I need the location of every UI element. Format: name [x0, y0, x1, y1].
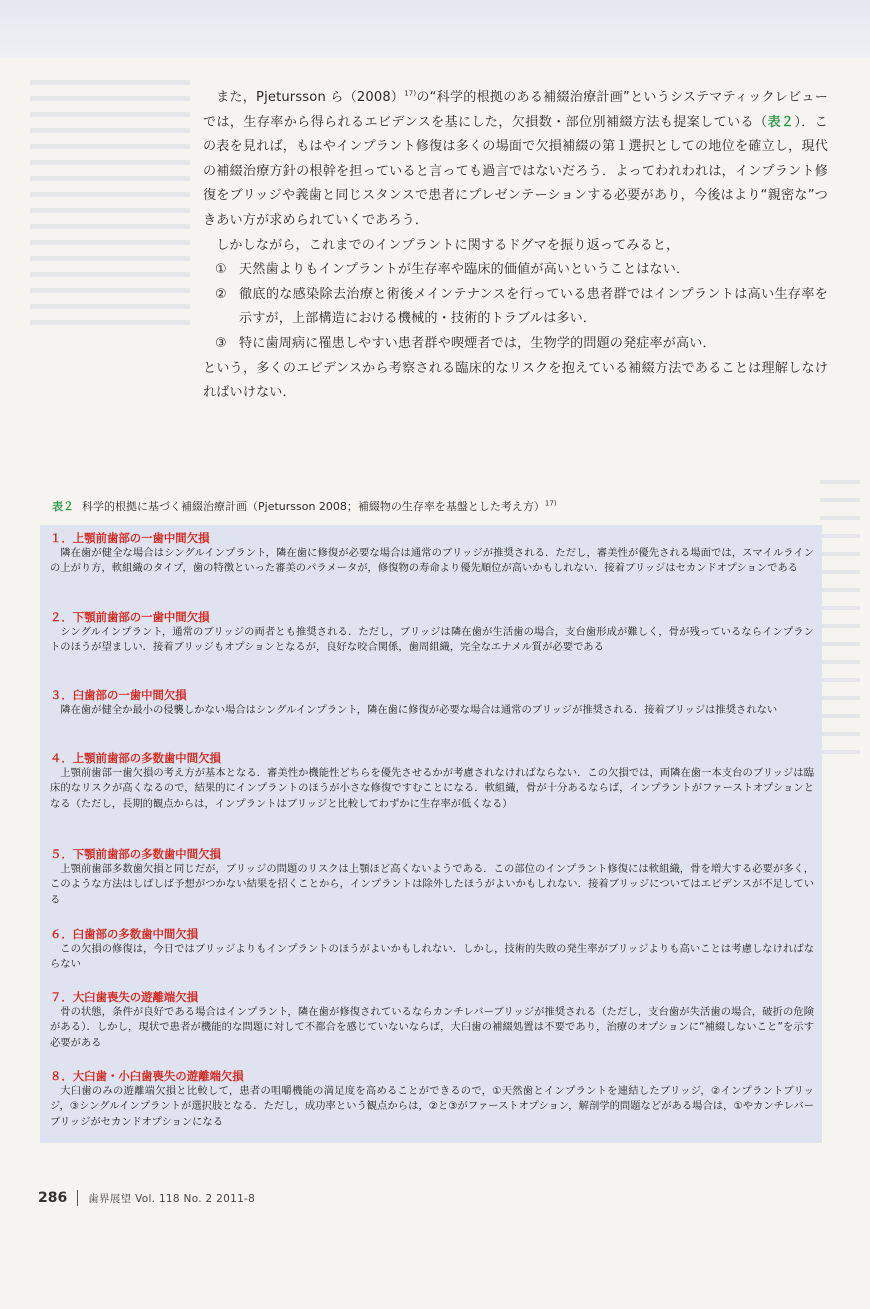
- table-section: [50, 847, 814, 908]
- table-section: [50, 610, 814, 656]
- list-item-text: 特に歯周病に罹患しやすい患者群や喫煙者では，生物学的問題の発症率が高い．: [239, 335, 716, 351]
- treatment-plan-table: [40, 525, 822, 1143]
- list-marker: ②: [215, 286, 227, 302]
- journal-citation: 歯界展望 Vol. 118 No. 2 2011-8: [88, 1192, 256, 1205]
- table-reference: 表２: [767, 114, 795, 130]
- paragraph-1-tail: ）．この表を見れば，もはやインプラント修復は多くの場面で欠損補綴の第１選択としての地位を確立し，現代の補綴治療方針の根幹を担っていると言っても過言ではないだろう．よってわれわれは，インプラント修復をブリッジや義歯と同じスタンスで患者にプレゼンテーションする必要があり，今後はより“親密な”つきあい方が求められていくであろう．: [203, 114, 828, 228]
- section-body: この欠損の修復は，今日ではブリッジよりもインプラントのほうがよいかもしれない．しかし，技術的失敗の発生率がブリッジよりも高いことは考慮しなければならない: [50, 943, 814, 971]
- table-label: 表２: [52, 500, 74, 513]
- show-through-right-margin: [820, 480, 870, 1100]
- caption-citation-superscript: 17): [544, 499, 557, 508]
- list-item-text: 徹底的な感染除去治療と術後メインテナンスを行っている患者群ではインプラントは高い生存率を示すが，上部構造における機械的・技術的トラブルは多い．: [239, 286, 828, 327]
- list-item-text: 天然歯よりもインプラントが生存率や臨床的価値が高いということはない．: [239, 262, 690, 278]
- section-title: ６．臼歯部の多数歯中間欠損: [50, 927, 199, 941]
- article-body: [203, 86, 828, 406]
- section-title: １．上顎前歯部の一歯中間欠損: [50, 531, 210, 545]
- citation-superscript: 17): [404, 89, 417, 98]
- table-section: [50, 531, 814, 577]
- section-title: ２．下顎前歯部の一歯中間欠損: [50, 610, 210, 624]
- paragraph-1-lead: また，Pjetursson ら（2008）: [216, 90, 405, 105]
- section-body: 大臼歯のみの遊離端欠損と比較して，患者の咀嚼機能の満足度を高めることができるので，①天然歯とインプラントを連結したブリッジ，②インプラントブリッジ，③シングルインプラントが選択肢となる．ただし，成功率という観点からは，②と③がファーストオプション，解剖学的問題などがある場合は，①やカンチレバーブリッジがセカンドオプションになる: [50, 1085, 814, 1128]
- faded-header-band: [0, 0, 870, 58]
- table-caption: [52, 498, 822, 516]
- table-section: [50, 751, 814, 812]
- section-body: 隣在歯が健全か最小の侵襲しかない場合はシングルインプラント，隣在歯に修復が必要な場合は通常のブリッジが推奨される．接着ブリッジは推奨されない: [60, 704, 778, 716]
- paragraph-1: [203, 86, 828, 234]
- section-body: 隣在歯が健全な場合はシングルインプラント，隣在歯に修復が必要な場合は通常のブリッジが推奨される．ただし，審美性が優先される場面では，スマイルラインの上がり方，軟組織のタイプ，歯の特徴といった審美のパラメータが，修復物の寿命より優先順位が高いかもしれない．接着ブリッジはセカンドオプションである: [50, 547, 814, 575]
- footer-divider: [77, 1190, 78, 1206]
- table-section: [50, 927, 814, 973]
- list-item: [203, 258, 828, 283]
- table-section: [50, 990, 814, 1051]
- list-marker: ①: [215, 262, 227, 278]
- page-number: 286: [38, 1190, 68, 1206]
- paragraph-3: という，多くのエビデンスから考察される臨床的なリスクを抱えている補綴方法であることは理解しなければいけない．: [203, 360, 828, 401]
- section-title: ８．大臼歯・小臼歯喪失の遊離端欠損: [50, 1069, 244, 1083]
- section-title: ７．大臼歯喪失の遊離端欠損: [50, 990, 199, 1004]
- list-item: [203, 332, 828, 357]
- table-section: [50, 1069, 814, 1130]
- list-marker: ③: [215, 335, 227, 351]
- table-section: [50, 688, 814, 718]
- section-body: 上顎前歯部多数歯欠損と同じだが，ブリッジの問題のリスクは上顎ほど高くないようである．この部位のインプラント修復には軟組織，骨を増大する必要が多く，このような方法はしばしば予想がつかない結果を招くことから，インプラントは除外したほうがよいかもしれない．接着ブリッジについてはエビデンスが不足している: [50, 863, 814, 906]
- paragraph-1-middle: の“科学的根拠のある補綴治療計画”というシステマティックレビューでは，生存率から得られるエビデンスを基にした，欠損数・部位別補綴方法も提案している（: [203, 90, 828, 130]
- section-title: ５．下顎前歯部の多数歯中間欠損: [50, 847, 221, 861]
- section-title: ４．上顎前歯部の多数歯中間欠損: [50, 751, 221, 765]
- section-body: 骨の状態，条件が良好である場合はインプラント，隣在歯が修復されているならカンチレバーブリッジが推奨される（ただし，支台歯が失活歯の場合，破折の危険がある）．しかし，現状で患者が機能的な問題に対して不都合を感じていないならば，大臼歯の補綴処置は不要であり，治療のオプションに“補綴しないこと”を示す必要がある: [50, 1006, 814, 1049]
- page-footer: [38, 1188, 255, 1208]
- section-title: ３．臼歯部の一歯中間欠損: [50, 688, 187, 702]
- table-caption-text: 科学的根拠に基づく補綴治療計画（Pjetursson 2008；補綴物の生存率を基盤とした考え方）: [82, 500, 545, 513]
- list-item: [203, 283, 828, 332]
- paragraph-2: しかしながら，これまでのインプラントに関するドグマを振り返ってみると，: [216, 237, 680, 253]
- section-body: シングルインプラント，通常のブリッジの両者とも推奨される．ただし，ブリッジは隣在歯が生活歯の場合，支台歯形成が難しく，骨が残っているならインプラントのほうが望ましい．接着ブリッジもオプションとなるが，良好な咬合関係，歯周組織，完全なエナメル質が必要である: [50, 626, 814, 654]
- section-body: 上顎前歯部一歯欠損の考え方が基本となる．審美性か機能性どちらを優先させるかが考慮されなければならない．この欠損では，両隣在歯一本支台のブリッジは臨床的なリスクが高くなるので，結果的にインプラントのほうが小さな修復ですむことになる．軟組織，骨が十分あるならば，インプラントがファーストオプションとなる（ただし，長期的観点からは，インプラントはブリッジと比較してわずかに生存率が低くなる）: [50, 767, 814, 810]
